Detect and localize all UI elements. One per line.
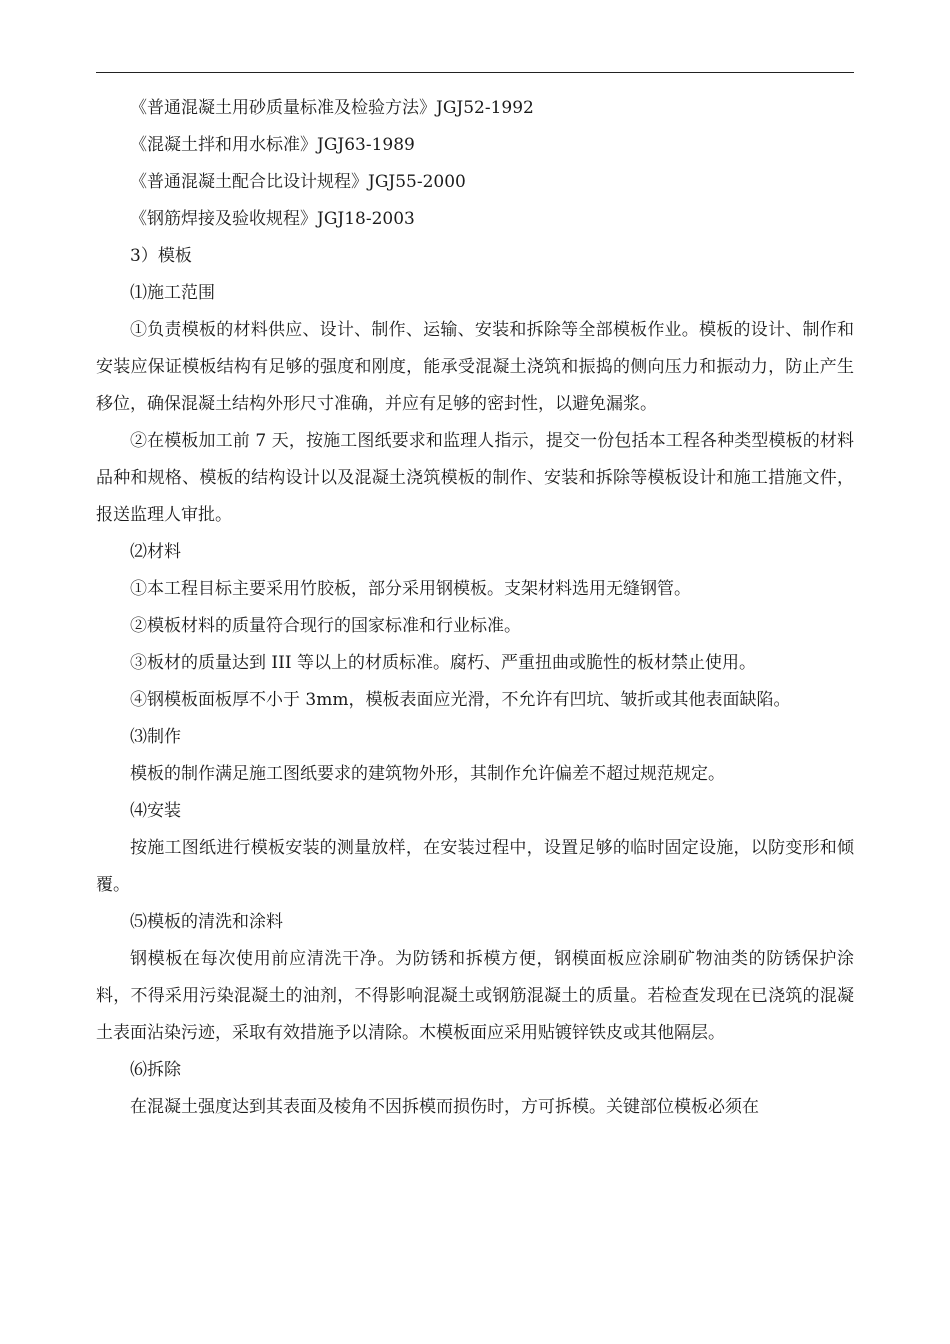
paragraph-removal: 在混凝土强度达到其表面及棱角不因拆模而损伤时，方可拆模。关键部位模板必须在 bbox=[130, 1097, 759, 1117]
paragraph-materials-1: ①本工程目标主要采用竹胶板，部分采用钢模板。支架材料选用无缝钢管。 bbox=[130, 579, 691, 599]
subheading-fabrication: ⑶制作 bbox=[130, 727, 181, 747]
document-body bbox=[96, 90, 854, 1126]
subheading-cleaning-coating: ⑸模板的清洗和涂料 bbox=[130, 912, 283, 932]
paragraph-materials-3: ③板材的质量达到 III 等以上的材质标准。腐朽、严重扭曲或脆性的板材禁止使用。 bbox=[130, 653, 756, 673]
paragraph-scope-2: ②在模板加工前 7 天，按施工图纸要求和监理人指示，提交一份包括本工程各种类型模板的材料品种和规格、模板的结构设计以及混凝土浇筑模板的制作、安装和拆除等模板设计和施工措施文件，报送监理人审批。 bbox=[96, 431, 854, 525]
header-rule bbox=[96, 72, 854, 73]
paragraph-fabrication: 模板的制作满足施工图纸要求的建筑物外形，其制作允许偏差不超过规范规定。 bbox=[130, 764, 725, 784]
subheading-materials: ⑵材料 bbox=[130, 542, 181, 562]
standard-ref-jgj18: 《钢筋焊接及验收规程》JGJ18-2003 bbox=[130, 209, 415, 229]
paragraph-installation: 按施工图纸进行模板安装的测量放样，在安装过程中，设置足够的临时固定设施，以防变形和倾覆。 bbox=[96, 838, 854, 895]
subheading-removal: ⑹拆除 bbox=[130, 1060, 181, 1080]
standard-ref-jgj55: 《普通混凝土配合比设计规程》JGJ55-2000 bbox=[130, 172, 466, 192]
standard-ref-jgj63: 《混凝土拌和用水标准》JGJ63-1989 bbox=[130, 135, 415, 155]
paragraph-scope-1: ①负责模板的材料供应、设计、制作、运输、安装和拆除等全部模板作业。模板的设计、制作和安装应保证模板结构有足够的强度和刚度，能承受混凝土浇筑和振捣的侧向压力和振动力，防止产生移位，确保混凝土结构外形尺寸准确，并应有足够的密封性，以避免漏浆。 bbox=[96, 320, 854, 414]
subheading-installation: ⑷安装 bbox=[130, 801, 181, 821]
subheading-scope: ⑴施工范围 bbox=[130, 283, 215, 303]
paragraph-cleaning-coating: 钢模板在每次使用前应清洗干净。为防锈和拆模方便，钢模面板应涂刷矿物油类的防锈保护涂料，不得采用污染混凝土的油剂，不得影响混凝土或钢筋混凝土的质量。若检查发现在已浇筑的混凝土表面沾染污迹，采取有效措施予以清除。木模板面应采用贴镀锌铁皮或其他隔层。 bbox=[96, 949, 854, 1043]
paragraph-materials-4: ④钢模板面板厚不小于 3mm，模板表面应光滑，不允许有凹坑、皱折或其他表面缺陷。 bbox=[130, 690, 791, 710]
standard-ref-jgj52: 《普通混凝土用砂质量标准及检验方法》JGJ52-1992 bbox=[130, 98, 534, 118]
paragraph-materials-2: ②模板材料的质量符合现行的国家标准和行业标准。 bbox=[130, 616, 521, 636]
section-heading-formwork: 3）模板 bbox=[130, 246, 192, 266]
